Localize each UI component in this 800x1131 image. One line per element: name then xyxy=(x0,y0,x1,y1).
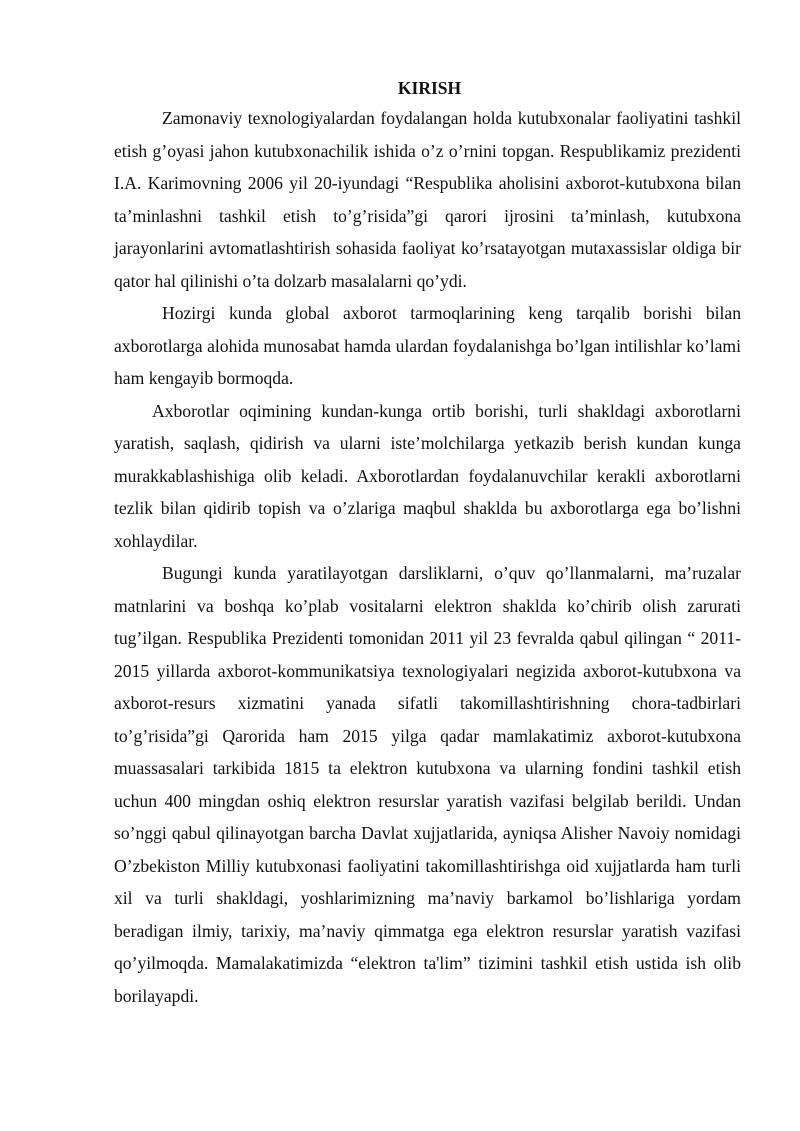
paragraph-3: Axborotlar oqimining kundan-kunga ortib borishi, turli shakldagi axborotlarni yaratish, saqlash, qidirish va ularni iste’molchilarga yetkazib berish kundan kunga murakkablashishiga olib keladi. Axborotlardan foydalanuvchilar kerakli axborotlarni tezlik bilan qidirib topish va o’zlariga maqbul shaklda bu axborotlarga ega bo’lishni xohlaydilar. xyxy=(114,400,741,551)
paragraph-2: Hozirgi kunda global axborot tarmoqlarining keng tarqalib borishi bilan axborotlarga alohida munosabat hamda ulardan foydalanishga bo’lgan intilishlar ko’lami ham kengayib bormoqda. xyxy=(114,303,741,388)
document-body xyxy=(114,74,741,1012)
paragraph-1: Zamonaviy texnologiyalardan foydalangan holda kutubxonalar faoliyatini tashkil etish g’oyasi jahon kutubxonachilik ishida o’z o’rnini topgan. Respublikamiz prezidenti I.A. Karimovning 2006 yil 20-iyundagi “Respublika aholisini axborot-kutubxona bilan ta’minlashni tashkil etish to’g’risida”gi qarori ijrosini ta’minlash, kutubxona jarayonlarini avtomatlashtirish sohasida faoliyat ko’rsatayotgan mutaxassislar oldiga bir qator hal qilinishi o’ta dolzarb masalalarni qo’ydi. xyxy=(114,108,741,291)
document-title: KIRISH xyxy=(397,78,462,98)
paragraph-4: Bugungi kunda yaratilayotgan darsliklarni, o’quv qo’llanmalarni, ma’ruzalar matnlarini va boshqa ko’plab vositalarni elektron shaklda ko’chirib olish zarurati tug’ilgan. Respublika Prezidenti tomonidan 2011 yil 23 fevralda qabul qilingan “ 2011-2015 yillarda axborot-kommunikatsiya texnologiyalari negizida axborot-kutubxona va axborot-resurs xizmatini yanada sifatli takomillashtirishning chora-tadbirlari to’g’risida”gi Qarorida ham 2015 yilga qadar mamlakatimiz axborot-kutubxona muassasalari tarkibida 1815 ta elektron kutubxona va ularning fondini tashkil etish uchun 400 mingdan oshiq elektron resurslar yaratish vazifasi belgilab berildi. Undan so’nggi qabul qilinayotgan barcha Davlat xujjatlarida, ayniqsa Alisher Navoiy nomidagi O’zbekiston Milliy kutubxonasi faoliyatini takomillashtirishga oid xujjatlarda ham turli xil va turli shakldagi, yoshlarimizning ma’naviy barkamol bo’lishlariga yordam beradigan ilmiy, tarixiy, ma’naviy qimmatga ega elektron resurslar yaratish vazifasi qo’yilmoqda. Mamalakatimizda “elektron ta'lim” tizimini tashkil etish ustida ish olib borilayapdi. xyxy=(114,563,741,1006)
